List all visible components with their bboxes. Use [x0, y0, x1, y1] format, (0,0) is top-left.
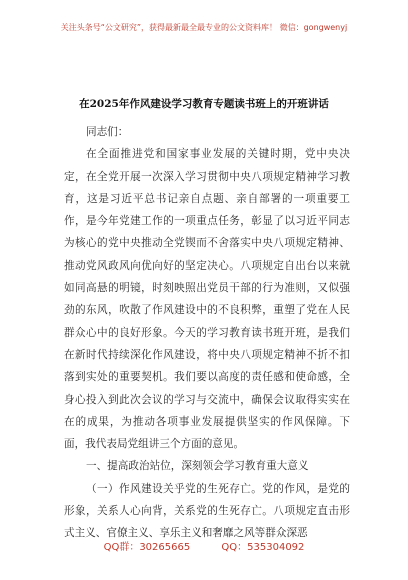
- section-heading-1: 一、提高政治站位，深刻领会学习教育重大意义: [86, 460, 309, 473]
- document-title: 在2025年作风建设学习教育专题读书班上的开班讲话: [79, 98, 329, 110]
- footer-qq: QQ：535304092: [221, 542, 305, 553]
- subsection-1-1: （一）作风建设关乎党的生死存亡。党的作风，是党的形象，关系人心向背，关系党的生死存亡。八项规定直击形式主义、官僚主义、享乐主义和奢靡之风等群众深恶: [64, 482, 350, 540]
- document-body: [64, 121, 350, 545]
- salutation: 同志们：: [86, 126, 129, 138]
- header-promo-note: 关注头条号“公文研究”，获得最新最全最专业的公文资料库！ 微信：gongwenyj: [60, 23, 348, 32]
- footer-qq-group: QQ群：30265665: [103, 542, 191, 553]
- footer-contact: [0, 538, 408, 553]
- paragraph-intro: 在全面推进党和国家事业发展的关键时期，党中央决定，在全党开展一次深入学习贯彻中央八项规定精神学习教育，这是习近平总书记亲自点题、亲自部署的一项重要工作，是今年党建工作的一项重点任务，彰显了以习近平同志为核心的党中央推动全党锲而不舍落实中央八项规定精神、推动党风政风向优向好的坚定决心。八项规定自出台以来就如同高悬的明镜，时刻映照出党员干部的行为准则，又似强劲的东风，吹散了作风建设中的不良积弊，重塑了党在人民群众心中的良好形象。今天的学习教育读书班开班，是我们在新时代持续深化作风建设，将中央八项规定精神不折不扣落到实处的重要契机。我们要以高度的责任感和使命感，全身心投入到此次会议的学习与交流中，确保会议取得实实在在的成果，为推动各项事业发展提供坚实的作风保障。下面，我代表局党组讲三个方面的意见。: [64, 148, 350, 451]
